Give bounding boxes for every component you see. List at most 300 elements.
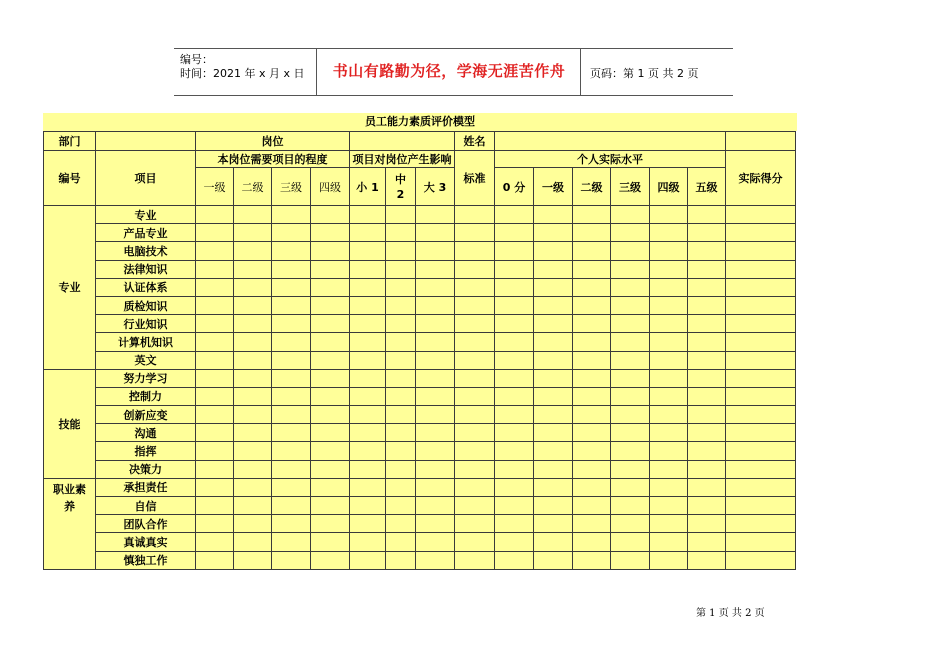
score-cell[interactable] [416, 333, 455, 351]
score-cell[interactable] [386, 515, 416, 533]
score-cell[interactable] [534, 333, 573, 351]
score-cell[interactable] [234, 533, 272, 551]
score-cell[interactable] [688, 296, 726, 314]
post-value-cell[interactable] [350, 132, 455, 151]
score-cell[interactable] [611, 224, 650, 242]
score-cell[interactable] [611, 551, 650, 569]
score-cell[interactable] [455, 333, 495, 351]
score-cell[interactable] [196, 442, 234, 460]
score-cell[interactable] [416, 515, 455, 533]
score-cell[interactable] [726, 369, 796, 387]
score-cell[interactable] [726, 351, 796, 369]
score-cell[interactable] [573, 387, 611, 405]
score-cell[interactable] [534, 460, 573, 478]
score-cell[interactable] [573, 369, 611, 387]
score-cell[interactable] [495, 315, 534, 333]
score-cell[interactable] [455, 387, 495, 405]
score-cell[interactable] [611, 315, 650, 333]
score-cell[interactable] [350, 533, 386, 551]
score-cell[interactable] [650, 369, 688, 387]
score-cell[interactable] [534, 515, 573, 533]
score-cell[interactable] [495, 515, 534, 533]
score-cell[interactable] [350, 515, 386, 533]
score-cell[interactable] [272, 224, 311, 242]
score-cell[interactable] [726, 478, 796, 496]
score-cell[interactable] [272, 406, 311, 424]
score-cell[interactable] [534, 424, 573, 442]
score-cell[interactable] [495, 242, 534, 260]
score-cell[interactable] [573, 515, 611, 533]
score-cell[interactable] [386, 478, 416, 496]
score-cell[interactable] [196, 369, 234, 387]
score-cell[interactable] [416, 551, 455, 569]
score-cell[interactable] [272, 315, 311, 333]
score-cell[interactable] [196, 206, 234, 224]
score-cell[interactable] [416, 406, 455, 424]
score-cell[interactable] [234, 333, 272, 351]
score-cell[interactable] [726, 278, 796, 296]
score-cell[interactable] [196, 497, 234, 515]
score-cell[interactable] [455, 296, 495, 314]
score-cell[interactable] [386, 278, 416, 296]
score-cell[interactable] [272, 497, 311, 515]
score-cell[interactable] [611, 333, 650, 351]
score-cell[interactable] [573, 278, 611, 296]
score-cell[interactable] [726, 515, 796, 533]
score-cell[interactable] [611, 406, 650, 424]
score-cell[interactable] [386, 497, 416, 515]
score-cell[interactable] [688, 333, 726, 351]
score-cell[interactable] [611, 351, 650, 369]
score-cell[interactable] [650, 278, 688, 296]
score-cell[interactable] [196, 242, 234, 260]
score-cell[interactable] [455, 260, 495, 278]
score-cell[interactable] [726, 533, 796, 551]
score-cell[interactable] [688, 478, 726, 496]
score-cell[interactable] [311, 296, 350, 314]
score-cell[interactable] [386, 369, 416, 387]
score-cell[interactable] [688, 551, 726, 569]
score-cell[interactable] [534, 242, 573, 260]
score-cell[interactable] [350, 478, 386, 496]
score-cell[interactable] [196, 351, 234, 369]
score-cell[interactable] [455, 224, 495, 242]
score-cell[interactable] [350, 460, 386, 478]
score-cell[interactable] [455, 406, 495, 424]
score-cell[interactable] [234, 206, 272, 224]
score-cell[interactable] [416, 278, 455, 296]
score-cell[interactable] [350, 406, 386, 424]
score-cell[interactable] [386, 424, 416, 442]
score-cell[interactable] [311, 351, 350, 369]
score-cell[interactable] [455, 551, 495, 569]
score-cell[interactable] [311, 442, 350, 460]
score-cell[interactable] [416, 387, 455, 405]
score-cell[interactable] [726, 224, 796, 242]
score-cell[interactable] [611, 260, 650, 278]
score-cell[interactable] [272, 278, 311, 296]
score-cell[interactable] [650, 406, 688, 424]
score-cell[interactable] [688, 260, 726, 278]
score-cell[interactable] [272, 260, 311, 278]
score-cell[interactable] [311, 387, 350, 405]
score-cell[interactable] [495, 533, 534, 551]
score-cell[interactable] [495, 260, 534, 278]
score-cell[interactable] [350, 260, 386, 278]
score-cell[interactable] [611, 387, 650, 405]
score-cell[interactable] [688, 533, 726, 551]
score-cell[interactable] [495, 351, 534, 369]
score-cell[interactable] [234, 260, 272, 278]
score-cell[interactable] [611, 206, 650, 224]
score-cell[interactable] [688, 242, 726, 260]
score-cell[interactable] [272, 442, 311, 460]
score-cell[interactable] [196, 424, 234, 442]
score-cell[interactable] [311, 406, 350, 424]
score-cell[interactable] [650, 515, 688, 533]
score-cell[interactable] [650, 242, 688, 260]
score-cell[interactable] [573, 497, 611, 515]
score-cell[interactable] [650, 206, 688, 224]
score-cell[interactable] [726, 424, 796, 442]
score-cell[interactable] [455, 206, 495, 224]
score-cell[interactable] [573, 315, 611, 333]
score-cell[interactable] [726, 333, 796, 351]
score-cell[interactable] [726, 206, 796, 224]
score-cell[interactable] [416, 260, 455, 278]
score-cell[interactable] [455, 478, 495, 496]
score-cell[interactable] [534, 260, 573, 278]
score-cell[interactable] [650, 315, 688, 333]
score-cell[interactable] [386, 296, 416, 314]
score-cell[interactable] [234, 369, 272, 387]
score-cell[interactable] [495, 333, 534, 351]
score-cell[interactable] [495, 369, 534, 387]
score-cell[interactable] [726, 242, 796, 260]
score-cell[interactable] [534, 224, 573, 242]
score-cell[interactable] [234, 406, 272, 424]
score-cell[interactable] [311, 206, 350, 224]
score-cell[interactable] [650, 460, 688, 478]
score-cell[interactable] [650, 424, 688, 442]
score-cell[interactable] [311, 369, 350, 387]
score-cell[interactable] [386, 242, 416, 260]
score-cell[interactable] [726, 315, 796, 333]
score-cell[interactable] [196, 478, 234, 496]
score-cell[interactable] [573, 406, 611, 424]
score-cell[interactable] [573, 333, 611, 351]
score-cell[interactable] [272, 533, 311, 551]
score-cell[interactable] [196, 387, 234, 405]
score-cell[interactable] [350, 206, 386, 224]
score-cell[interactable] [688, 351, 726, 369]
score-cell[interactable] [386, 533, 416, 551]
score-cell[interactable] [573, 260, 611, 278]
score-cell[interactable] [455, 442, 495, 460]
score-cell[interactable] [455, 533, 495, 551]
score-cell[interactable] [311, 278, 350, 296]
score-cell[interactable] [495, 497, 534, 515]
score-cell[interactable] [495, 387, 534, 405]
score-cell[interactable] [272, 369, 311, 387]
score-cell[interactable] [272, 206, 311, 224]
score-cell[interactable] [455, 278, 495, 296]
score-cell[interactable] [196, 315, 234, 333]
score-cell[interactable] [350, 224, 386, 242]
score-cell[interactable] [350, 278, 386, 296]
score-cell[interactable] [611, 497, 650, 515]
score-cell[interactable] [495, 460, 534, 478]
score-cell[interactable] [234, 224, 272, 242]
score-cell[interactable] [495, 478, 534, 496]
score-cell[interactable] [272, 478, 311, 496]
score-cell[interactable] [688, 387, 726, 405]
score-cell[interactable] [386, 406, 416, 424]
score-cell[interactable] [416, 497, 455, 515]
score-cell[interactable] [416, 478, 455, 496]
score-cell[interactable] [234, 387, 272, 405]
score-cell[interactable] [234, 442, 272, 460]
score-cell[interactable] [416, 224, 455, 242]
score-cell[interactable] [350, 351, 386, 369]
score-cell[interactable] [688, 206, 726, 224]
score-cell[interactable] [495, 551, 534, 569]
score-cell[interactable] [611, 242, 650, 260]
score-cell[interactable] [688, 315, 726, 333]
score-cell[interactable] [495, 206, 534, 224]
score-cell[interactable] [234, 460, 272, 478]
score-cell[interactable] [455, 515, 495, 533]
score-cell[interactable] [386, 551, 416, 569]
score-cell[interactable] [455, 351, 495, 369]
score-cell[interactable] [455, 497, 495, 515]
score-cell[interactable] [573, 296, 611, 314]
score-cell[interactable] [726, 497, 796, 515]
score-cell[interactable] [573, 242, 611, 260]
score-cell[interactable] [416, 206, 455, 224]
score-cell[interactable] [272, 333, 311, 351]
score-cell[interactable] [495, 278, 534, 296]
score-cell[interactable] [311, 260, 350, 278]
score-cell[interactable] [534, 478, 573, 496]
score-cell[interactable] [234, 242, 272, 260]
score-cell[interactable] [534, 551, 573, 569]
score-cell[interactable] [196, 533, 234, 551]
score-cell[interactable] [650, 351, 688, 369]
score-cell[interactable] [534, 497, 573, 515]
score-cell[interactable] [196, 260, 234, 278]
score-cell[interactable] [311, 333, 350, 351]
score-cell[interactable] [311, 224, 350, 242]
score-cell[interactable] [611, 533, 650, 551]
score-cell[interactable] [688, 406, 726, 424]
score-cell[interactable] [534, 369, 573, 387]
score-cell[interactable] [350, 387, 386, 405]
score-cell[interactable] [650, 387, 688, 405]
score-cell[interactable] [688, 515, 726, 533]
score-cell[interactable] [573, 533, 611, 551]
score-cell[interactable] [386, 224, 416, 242]
score-cell[interactable] [272, 242, 311, 260]
score-cell[interactable] [455, 242, 495, 260]
score-cell[interactable] [495, 442, 534, 460]
score-cell[interactable] [455, 369, 495, 387]
score-cell[interactable] [495, 296, 534, 314]
score-cell[interactable] [688, 224, 726, 242]
score-cell[interactable] [534, 296, 573, 314]
score-cell[interactable] [272, 551, 311, 569]
score-cell[interactable] [688, 369, 726, 387]
score-cell[interactable] [386, 315, 416, 333]
score-cell[interactable] [311, 515, 350, 533]
score-cell[interactable] [611, 442, 650, 460]
score-cell[interactable] [726, 296, 796, 314]
score-cell[interactable] [573, 206, 611, 224]
score-cell[interactable] [196, 296, 234, 314]
score-cell[interactable] [196, 278, 234, 296]
score-cell[interactable] [534, 387, 573, 405]
score-cell[interactable] [726, 260, 796, 278]
score-cell[interactable] [416, 369, 455, 387]
score-cell[interactable] [573, 224, 611, 242]
score-cell[interactable] [611, 296, 650, 314]
name-extra-cell[interactable] [726, 132, 796, 151]
score-cell[interactable] [688, 278, 726, 296]
score-cell[interactable] [234, 478, 272, 496]
score-cell[interactable] [573, 551, 611, 569]
score-cell[interactable] [726, 460, 796, 478]
score-cell[interactable] [234, 351, 272, 369]
score-cell[interactable] [611, 515, 650, 533]
score-cell[interactable] [234, 278, 272, 296]
score-cell[interactable] [311, 460, 350, 478]
score-cell[interactable] [573, 460, 611, 478]
score-cell[interactable] [311, 533, 350, 551]
score-cell[interactable] [650, 224, 688, 242]
score-cell[interactable] [196, 224, 234, 242]
score-cell[interactable] [196, 333, 234, 351]
score-cell[interactable] [611, 460, 650, 478]
score-cell[interactable] [534, 406, 573, 424]
score-cell[interactable] [272, 387, 311, 405]
score-cell[interactable] [495, 406, 534, 424]
score-cell[interactable] [416, 315, 455, 333]
score-cell[interactable] [311, 551, 350, 569]
score-cell[interactable] [311, 242, 350, 260]
score-cell[interactable] [534, 278, 573, 296]
score-cell[interactable] [534, 442, 573, 460]
score-cell[interactable] [611, 424, 650, 442]
score-cell[interactable] [272, 424, 311, 442]
score-cell[interactable] [726, 551, 796, 569]
score-cell[interactable] [234, 515, 272, 533]
score-cell[interactable] [416, 351, 455, 369]
score-cell[interactable] [455, 315, 495, 333]
score-cell[interactable] [495, 424, 534, 442]
score-cell[interactable] [611, 278, 650, 296]
dept-value-cell[interactable] [96, 132, 196, 151]
score-cell[interactable] [350, 442, 386, 460]
score-cell[interactable] [416, 460, 455, 478]
score-cell[interactable] [350, 551, 386, 569]
score-cell[interactable] [650, 296, 688, 314]
name-value-cell[interactable] [495, 132, 726, 151]
score-cell[interactable] [272, 351, 311, 369]
score-cell[interactable] [272, 515, 311, 533]
score-cell[interactable] [234, 315, 272, 333]
score-cell[interactable] [688, 424, 726, 442]
score-cell[interactable] [495, 224, 534, 242]
score-cell[interactable] [386, 442, 416, 460]
score-cell[interactable] [416, 533, 455, 551]
score-cell[interactable] [573, 442, 611, 460]
score-cell[interactable] [688, 442, 726, 460]
score-cell[interactable] [234, 296, 272, 314]
score-cell[interactable] [650, 497, 688, 515]
score-cell[interactable] [611, 369, 650, 387]
score-cell[interactable] [416, 296, 455, 314]
score-cell[interactable] [534, 315, 573, 333]
score-cell[interactable] [534, 533, 573, 551]
score-cell[interactable] [234, 424, 272, 442]
score-cell[interactable] [650, 260, 688, 278]
score-cell[interactable] [650, 333, 688, 351]
score-cell[interactable] [311, 478, 350, 496]
score-cell[interactable] [311, 497, 350, 515]
score-cell[interactable] [386, 333, 416, 351]
score-cell[interactable] [386, 206, 416, 224]
score-cell[interactable] [196, 515, 234, 533]
score-cell[interactable] [726, 442, 796, 460]
score-cell[interactable] [350, 424, 386, 442]
score-cell[interactable] [386, 351, 416, 369]
score-cell[interactable] [688, 460, 726, 478]
score-cell[interactable] [650, 478, 688, 496]
score-cell[interactable] [726, 406, 796, 424]
score-cell[interactable] [350, 242, 386, 260]
score-cell[interactable] [350, 315, 386, 333]
score-cell[interactable] [272, 296, 311, 314]
score-cell[interactable] [196, 406, 234, 424]
score-cell[interactable] [534, 206, 573, 224]
score-cell[interactable] [688, 497, 726, 515]
score-cell[interactable] [234, 551, 272, 569]
score-cell[interactable] [573, 478, 611, 496]
score-cell[interactable] [455, 460, 495, 478]
score-cell[interactable] [611, 478, 650, 496]
score-cell[interactable] [573, 424, 611, 442]
score-cell[interactable] [196, 551, 234, 569]
score-cell[interactable] [350, 296, 386, 314]
score-cell[interactable] [650, 442, 688, 460]
score-cell[interactable] [573, 351, 611, 369]
score-cell[interactable] [726, 387, 796, 405]
score-cell[interactable] [650, 533, 688, 551]
score-cell[interactable] [416, 442, 455, 460]
score-cell[interactable] [272, 460, 311, 478]
score-cell[interactable] [455, 424, 495, 442]
score-cell[interactable] [416, 242, 455, 260]
score-cell[interactable] [386, 460, 416, 478]
score-cell[interactable] [350, 369, 386, 387]
score-cell[interactable] [311, 315, 350, 333]
score-cell[interactable] [386, 260, 416, 278]
score-cell[interactable] [350, 497, 386, 515]
score-cell[interactable] [386, 387, 416, 405]
score-cell[interactable] [311, 424, 350, 442]
score-cell[interactable] [350, 333, 386, 351]
score-cell[interactable] [416, 424, 455, 442]
